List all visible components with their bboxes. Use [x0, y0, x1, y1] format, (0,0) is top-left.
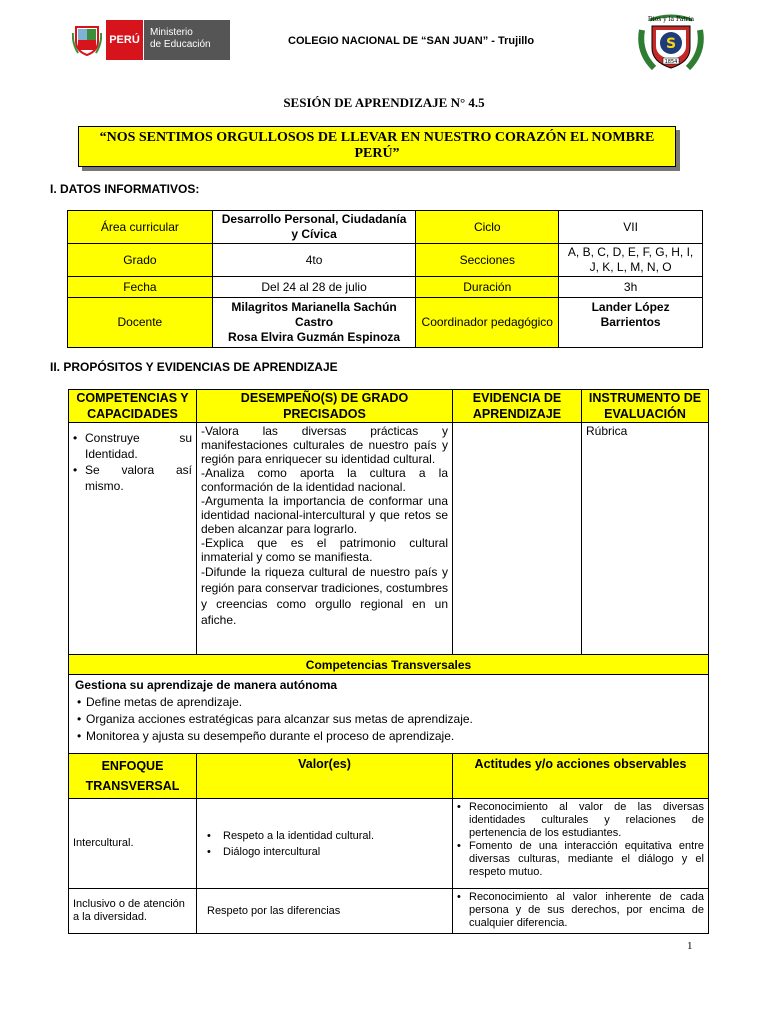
school-crest-icon [636, 12, 706, 74]
list-item: • Monitorea y ajusta su desempeño durante el proceso de aprendizaje. [77, 728, 702, 745]
transversal-name: Gestiona su aprendizaje de manera autónoma [75, 678, 338, 692]
section-2-heading: II. PROPÓSITOS Y EVIDENCIAS DE APRENDIZAJE [50, 360, 338, 374]
header-evidencia: EVIDENCIA DE APRENDIZAJE [453, 390, 582, 423]
value-coordinador: Lander López Barrientos [559, 298, 703, 348]
session-title: SESIÓN DE APRENDIZAJE N° 4.5 [283, 95, 485, 110]
table-row [69, 889, 709, 934]
label-duracion: Duración [416, 277, 559, 298]
list-item: • Respeto a la identidad cultural. [207, 828, 448, 844]
table-row [69, 675, 709, 754]
competencias-list [73, 430, 192, 494]
page-number: 1 [687, 940, 693, 952]
label-fecha: Fecha [68, 277, 213, 298]
value-ciclo: VII [559, 211, 703, 244]
list-item: • Reconocimiento al valor inherente de cada persona y de sus derechos, por encima de cualquier diferencia. [457, 891, 704, 930]
value-fecha: Del 24 al 28 de julio [212, 277, 416, 298]
table-row [69, 655, 709, 675]
table-row [68, 211, 703, 244]
desempeno-item: -Explica que es el patrimonio cultural inmaterial y como se manifiesta. [201, 536, 448, 564]
enfoque-header-row [69, 754, 709, 799]
list-item: • Construye su Identidad. [73, 430, 192, 462]
header-competencias: COMPETENCIAS Y CAPACIDADES [69, 390, 197, 423]
header-actitudes: Actitudes y/o acciones observables [453, 754, 709, 799]
header-enfoque: ENFOQUE TRANSVERSAL [69, 754, 197, 799]
table-row [68, 298, 703, 348]
table-row [68, 277, 703, 298]
value-duracion: 3h [559, 277, 703, 298]
school-title: COLEGIO NACIONAL DE “SAN JUAN” - Trujillo [288, 35, 535, 47]
value-docente [212, 298, 416, 348]
header-valores: Valor(es) [197, 754, 453, 799]
enfoque-name: Inclusivo o de atención a la diversidad. [69, 889, 197, 934]
table-row [68, 244, 703, 277]
enfoque-name: Intercultural. [69, 799, 197, 889]
desempeno-item: -Analiza como aporta la cultura a la conformación de la identidad nacional. [201, 466, 448, 494]
header-desempenos: DESEMPEÑO(S) DE GRADO PRECISADOS [197, 390, 453, 423]
transversal-list [75, 694, 702, 745]
crest-letter: S [665, 36, 677, 52]
table-row [69, 423, 709, 655]
label-secciones: Secciones [416, 244, 559, 277]
list-item: • Define metas de aprendizaje. [77, 694, 702, 711]
session-banner: “NOS SENTIMOS ORGULLOSOS DE LLEVAR EN NUESTRO CORAZÓN EL NOMBRE PERÚ” [78, 126, 676, 167]
propositos-table [68, 389, 709, 934]
crest-year: 1854 [664, 59, 678, 65]
value-grado: 4to [212, 244, 416, 277]
transversal-cell [69, 675, 709, 754]
enfoque-actions [453, 799, 709, 889]
enfoque-actions [453, 889, 709, 934]
label-area: Área curricular [68, 211, 213, 244]
table-row [69, 799, 709, 889]
transversales-title: Competencias Transversales [69, 655, 709, 675]
table-header-row [69, 390, 709, 423]
label-coordinador: Coordinador pedagógico [416, 298, 559, 348]
desempeno-item: -Difunde la riqueza cultural de nuestro país y región para conservar tradiciones, costumbres y creencias como orgullo regional en un afiche. [201, 565, 448, 627]
instrumento-cell: Rúbrica [582, 423, 709, 655]
label-ciclo: Ciclo [416, 211, 559, 244]
docente-2: Rosa Elvira Guzmán Espinoza [228, 330, 401, 344]
label-grado: Grado [68, 244, 213, 277]
list-item: • Fomento de una interacción equitativa entre diversas culturas, mediante el diálogo y el respeto mutuo. [457, 840, 704, 879]
header-instrumento: INSTRUMENTO DE EVALUACIÓN [582, 390, 709, 423]
peru-label: PERÚ [106, 20, 144, 60]
list-item: • Organiza acciones estratégicas para alcanzar sus metas de aprendizaje. [77, 711, 702, 728]
competencias-cell [69, 423, 197, 655]
desempeno-item: -Valora las diversas prácticas y manifestaciones culturales de nuestro país y región para enriquecer su identidad cultural. [201, 424, 448, 466]
enfoque-value: Respeto por las diferencias [197, 889, 453, 934]
peru-shield-icon [68, 20, 106, 60]
evidencia-cell [453, 423, 582, 655]
section-1-heading: I. DATOS INFORMATIVOS: [50, 182, 200, 196]
list-item: • Se valora así mismo. [73, 462, 192, 494]
desempeno-item: -Argumenta la importancia de conformar una identidad nacional-intercultural y que retos se deben alcanzar para lograrlo. [201, 494, 448, 536]
list-item: • Reconocimiento al valor de las diversas identidades culturales y relaciones de pertenencia de los estudiantes. [457, 801, 704, 840]
label-docente: Docente [68, 298, 213, 348]
enfoque-values [197, 799, 453, 889]
ministry-logo [68, 20, 230, 60]
crest-motto: Dios y la Patria [647, 16, 695, 23]
value-secciones: A, B, C, D, E, F, G, H, I, J, K, L, M, N, O [559, 244, 703, 277]
ministry-name: Ministerio de Educación [144, 20, 230, 60]
desempenos-cell [197, 423, 453, 655]
value-area: Desarrollo Personal, Ciudadanía y Cívica [212, 211, 416, 244]
docente-1: Milagritos Marianella Sachún Castro [231, 300, 397, 329]
list-item: • Diálogo intercultural [207, 844, 448, 860]
datos-informativos-table [67, 210, 703, 348]
